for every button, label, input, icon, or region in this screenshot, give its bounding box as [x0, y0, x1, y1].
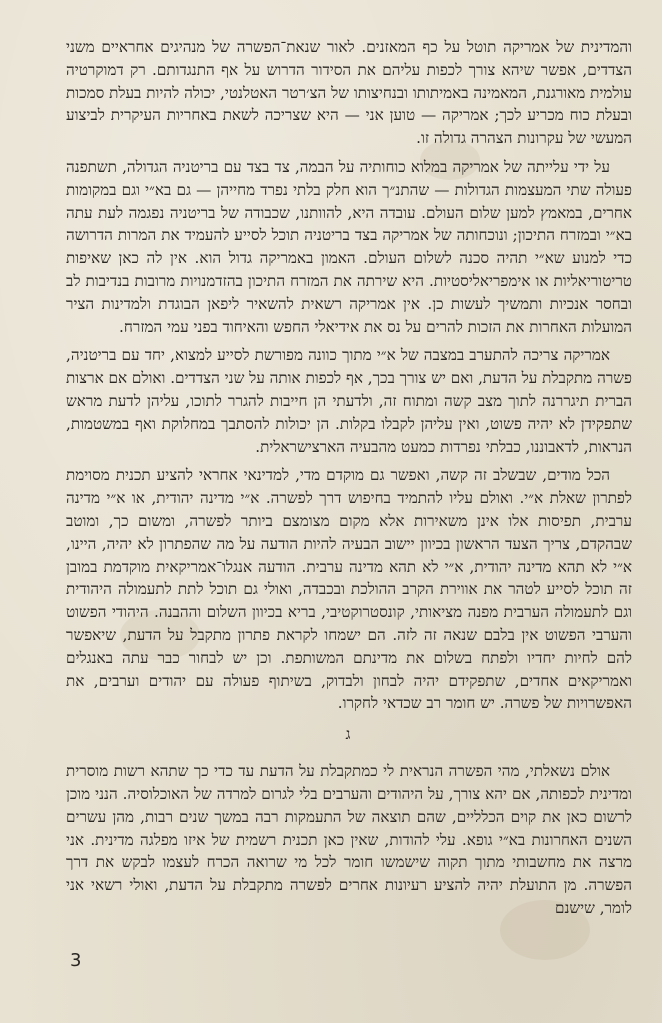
paragraph: אולם נשאלתי, מהי הפשרה הנראית לי כמתקבלת על הדעת עד כדי כך שתהא רשות מוסרית ומדינית לכפותה, אם יהא צורך, על היהודים והערבים בלי לגרום למרדה של האוכלוסיה. הנני מוכן לרשום כאן את קוים הכלליים, שהם תוצאה של התעמקות רבה במשך שנים רבות, מהן עשרים השנים האחרונות בא״י גופא. עלי להודות, שאין כאן תכנית רשמית של איזו מפלגה מדינית. אני מרצה את מחשבותי מתוך תקוה שישמשו חומר לכל מי שרואה הכרח לעצמו לבקש את דרך הפשרה. מן התועלת יהיה להציע רעיונות אחרים לפשרה מתקבלת על הדעת, ואולי רשאי אני לומר, שישנם [66, 762, 632, 917]
paragraph: אמריקה צריכה להתערב במצבה של א״י מתוך כוונה מפורשת לסייע למצוא, יחד עם בריטניה, פשרה מתקבלת על הדעת, ואם יש צורך בכך, אף לכפות אותה על שני הצדדים. ואולם אם ארצות הברית תיגררנה לתוך מצב קשה ומתוח זה, ולדעתי הן חייבות להגרר לתוכו, עליהן לדעת מראש שתפקידן לא יהיה פשוט, ואין עליהן לקבלו בקלות. הן יכולות להסתבך במחלוקת ואף במשטמות, הנראות, לדאבוננו, כבלתי נפרדות כמעט מהבעיה הארצישראלית. [66, 346, 632, 456]
page-number: 3 [70, 950, 82, 971]
text-column [66, 36, 632, 943]
paragraph: על ידי עלייתה של אמריקה במלוא כוחותיה על הבמה, צד בצד עם בריטניה הגדולה, תשתפנה פעולה שתי המעצמות הגדולות — שהתנ״ך הוא חלק בלתי נפרד מחייהן — גם בא״י וגם במקומות אחרים, במאמץ למען שלום העולם. עובדה היא, להוותנו, שכבודה של בריטניה נפגמה לעת עתה בא״י ובמזרח התיכון; ונוכחותה של אמריקה בצד בריטניה תוכל לסייע להעמיד את המרות הדרושה כדי למנוע שא״י תהיה סכנה לשלום העולם. האמון באמריקה גדול הוא. אין לה כאן שאיפות טריטוריאליות או אימפריאליסטיות. היא שירתה את המזרח התיכון בהזדמנויות מרובות בנדיבות לב ובחסר אנכיות ותמשיך לעשות כן. אין אמריקה רשאית להשאיר ליפאן הבוגדת ולמדינות הציר המועלות האחרות את הזכות להרים על נס את אידיאלי החפש והאיחוד בפני עמי המזרח. [66, 157, 632, 336]
paragraph-continuation: והמדינית של אמריקה תוטל על כף המאזנים. לאור שנאת־הפשרה של מנהיגים אחראיים משני הצדדים, אפשר שיהא צורך לכפות עליהם את הסידור הדרוש על אף התנגדותם. רק דמוקרטיה עולמית מאורגנת, המאמינה באמיתותו ובנחיצותו של הצ׳רטר האטלנטי, יכולה להיות בעלת סמכות ובעלת כוח מכריע לכך; אמריקה — טוען אני — היא שצריכה לשאת באחריות העיקרית לביצוע המעשי של עקרונות הצהרה גדולה זו. [66, 38, 632, 148]
paragraph: הכל מודים, שבשלב זה קשה, ואפשר גם מוקדם מדי, למדינאי אחראי להציע תכנית מסוימת לפתרון שאלת א״י. ואולם עליו להתמיד בחיפוש דרך לפשרה. א״י מדינה יהודית, או א״י מדינה ערבית, תפיסות אלו אינן משאירות אלא מקום מצומצם ביותר לפשרה, ומשום כך, ומוטב שבהקדם, צריך הצעד הראשון בכיוון יישוב הבעיה להיות הודעה על מה שהפתרון לא יהיה, היינו, א״י לא תהא מדינה יהודית, א״י לא תהא מדינה ערבית. הודעה אנגלו־אמריקאית מוקדמת במובן זה תוכל לסייע לטהר את אווירת הקרב ההולכת ובכבדה, ואולי גם תוכל לתת לתעמולה היהודית וגם לתעמולה הערבית מפנה מציאותי, קונסטרוקטיבי, בריא בכיוון השלום וההבנה. היהודי הפשוט והערבי הפשוט אין בלבם שנאה זה לזה. הם ישמחו לקראת פתרון מתקבל על הדעת, שיאפשר להם לחיות יחדיו ולפתח בשלום את מדינתם המשותפת. וכן יש לבחור כבר עתה באנגלים ואמריקאים אחדים, שתפקידם יהיה לבחון ולבדוק, בשיתוף פעולה עם יהודים וערבים, את האפשרויות של פשרה. יש חומר רב שכדאי לחקרו. [66, 466, 632, 713]
section-mark: ג [345, 725, 353, 744]
